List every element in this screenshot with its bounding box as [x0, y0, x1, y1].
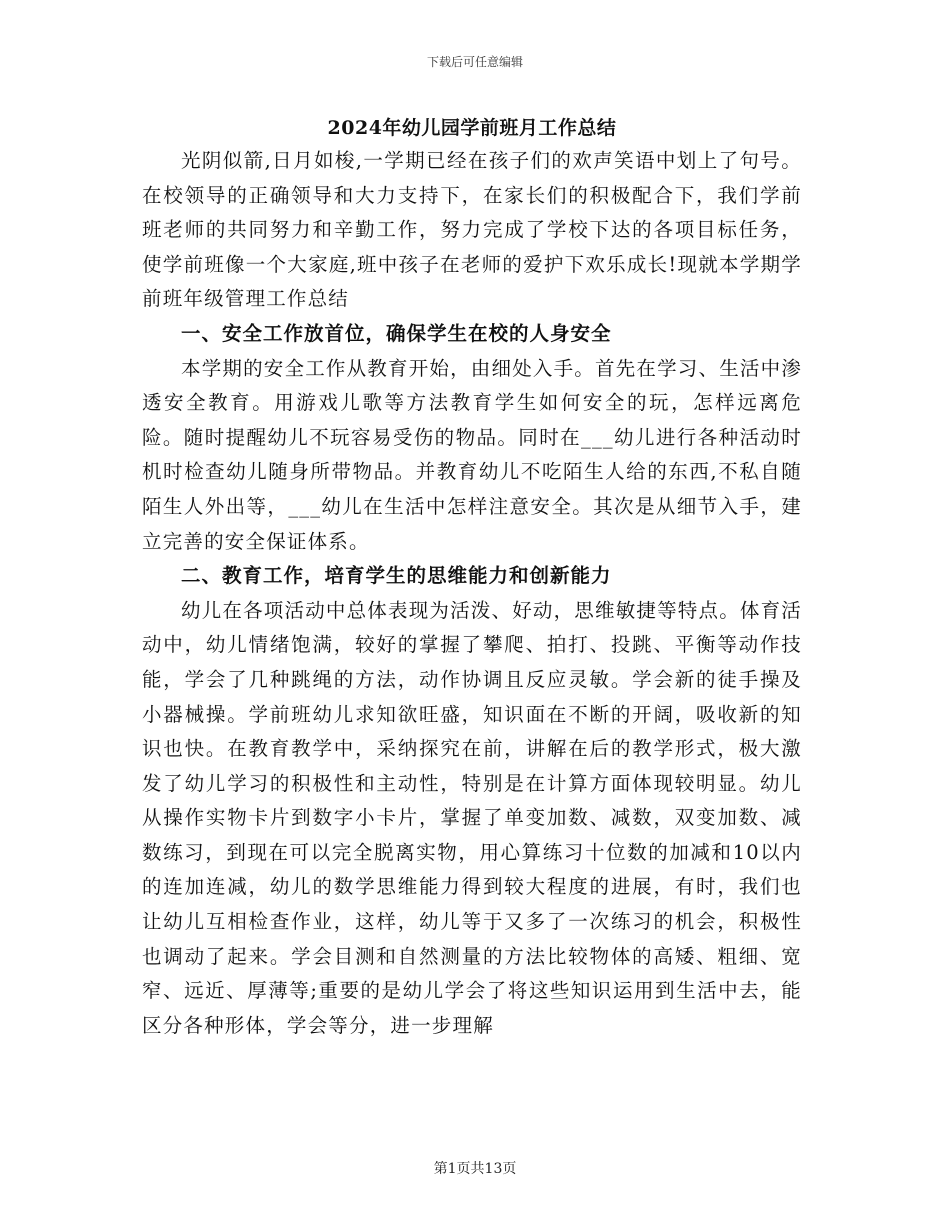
header-note: 下载后可任意编辑	[426, 55, 523, 69]
section-body-safety: 本学期的安全工作从教育开始，由细处入手。首先在学习、生活中渗透安全教育。用游戏儿歌等方法教育学生如何安全的玩，怎样远离危险。随时提醒幼儿不玩容易受伤的物品。同时在___幼儿进行各种活动时机时检查幼儿随身所带物品。并教育幼儿不吃陌生人给的东西,不私自随陌生人外出等，___幼儿在生活中怎样注意安全。其次是从细节入手，建立完善的安全保证体系。	[142, 356, 803, 553]
section-body-education: 幼儿在各项活动中总体表现为活泼、好动，思维敏捷等特点。体育活动中，幼儿情绪饱满，较好的掌握了攀爬、拍打、投跳、平衡等动作技能，学会了几种跳绳的方法，动作协调且反应灵敏。学会新的徒手操及小器械操。学前班幼儿求知欲旺盛，知识面在不断的开阔，吸收新的知识也快。在教育教学中，采纳探究在前，讲解在后的教学形式，极大激发了幼儿学习的积极性和主动性，特别是在计算方面体现较明显。幼儿从操作实物卡片到数字小卡片，掌握了单变加数、减数，双变加数、减数练习，到现在可以完全脱离实物，用心算练习十位数的加减和10以内的连加连减，幼儿的数学思维能力得到较大程度的进展，有时，我们也让幼儿互相检查作业，这样，幼儿等于又多了一次练习的机会，积极性也调动了起来。学会目测和自然测量的方法比较物体的高矮、粗细、宽窄、远近、厚薄等;重要的是幼儿学会了将这些知识运用到生活中去，能区分各种形体，学会等分，进一步理解	[142, 598, 803, 1037]
section-heading-education: 二、教育工作，培育学生的思维能力和创新能力	[181, 564, 612, 588]
document-page	[142, 112, 802, 1043]
intro-paragraph: 光阴似箭,日月如梭,一学期已经在孩子们的欢声笑语中划上了句号。在校领导的正确领导和大力支持下，在家长们的积极配合下，我们学前班老师的共同努力和辛勤工作，努力完成了学校下达的各项目标任务，使学前班像一个大家庭,班中孩子在老师的爱护下欢乐成长!现就本学期学前班年级管理工作总结	[142, 149, 802, 311]
section-heading-safety: 一、安全工作放首位，确保学生在校的人身安全	[181, 321, 612, 345]
document-title: 2024年幼儿园学前班月工作总结	[327, 117, 617, 139]
page-number-footer: 第1页共13页	[433, 1161, 517, 1177]
